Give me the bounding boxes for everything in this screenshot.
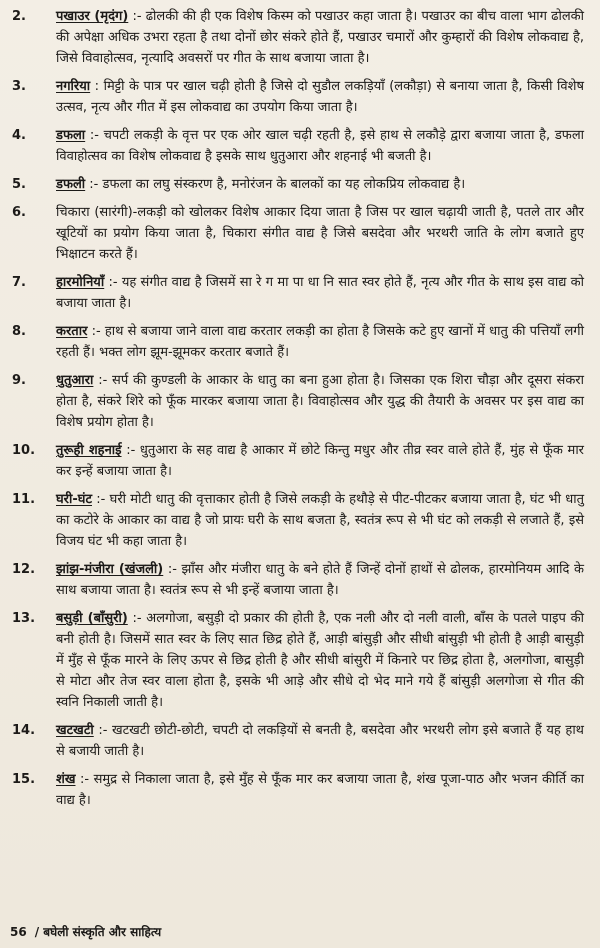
item-text — [56, 202, 600, 265]
item-number: 6. — [12, 205, 26, 220]
list-item — [0, 440, 600, 482]
item-text — [56, 76, 600, 118]
item-description: :- समुद्र से निकाला जाता है, इसे मुँह से फूँक मार कर बजाया जाता है, शंख पूजा-पाठ और भजन कीर्ति का वाद्य है। — [56, 772, 584, 808]
item-term: खटखटी — [56, 723, 94, 738]
item-term: डफला — [56, 128, 86, 143]
list-item — [0, 272, 600, 314]
item-text — [56, 321, 600, 363]
item-term: करतार — [56, 324, 88, 339]
item-number: 8. — [12, 324, 26, 339]
item-description: :- घरी मोटी धातु की वृत्ताकार होती है जिसे लकड़ी के हथौड़े से पीट-पीटकर बजाया जाता है, घंट भी धातु का कटोरे के आकार का वाद्य है जो प्रायः घरी के साथ बजता है, स्वतंत्र रूप से भी घंट को लकड़ी से लजाते हैं, इसे विजय घंट भी कहा जाता है। — [56, 492, 584, 549]
item-text — [56, 272, 600, 314]
item-number: 7. — [12, 275, 26, 290]
list-item — [0, 370, 600, 433]
page-number: 56 — [10, 925, 27, 939]
item-number: 4. — [12, 128, 26, 143]
item-text — [56, 608, 600, 713]
item-text — [56, 6, 600, 69]
item-term: शंख — [56, 772, 76, 787]
instrument-list — [0, 6, 600, 818]
list-item — [0, 720, 600, 762]
item-text — [56, 440, 600, 482]
list-item — [0, 608, 600, 713]
list-item — [0, 769, 600, 811]
item-number: 12. — [12, 562, 36, 577]
item-description: :- ढोलकी की ही एक विशेष किस्म को पखाउर कहा जाता है। पखाउर का बीच वाला भाग ढोलकी की अपेक्षा अधिक उभरा रहता है तथा दोनों छोर संकरे होते हैं, पखाउर चमारों और कुम्हारों की विशेष लोकवाद्य है, जिसे विवाहोत्सव, नृत्यादि अवसरों पर गीत के साथ बजाया जाता है। — [56, 9, 584, 66]
list-item — [0, 559, 600, 601]
item-description: :- खटखटी छोटी-छोटी, चपटी दो लकड़ियों से बनती है, बसदेवा और भरथरी लोग इसे बजाते हैं यह हाथ से बजायी जाती है। — [56, 723, 584, 759]
item-description: :- झाँस और मंजीरा धातु के बने होते हैं जिन्हें दोनों हाथों से ढोलक, हारमोनियम आदि के साथ बजाया जाता है। स्वतंत्र रूप से भी इन्हें बजाया जाता है। — [56, 562, 584, 598]
item-number: 10. — [12, 443, 36, 458]
list-item — [0, 321, 600, 363]
item-number: 13. — [12, 611, 36, 626]
item-description: :- अलगोजा, बसुड़ी दो प्रकार की होती है, एक नली और दो नली वाली, बाँस के पतले पाइप की बनी होती है। जिसमें सात स्वर के लिए सात छिद्र होते हैं, आड़ी बांसुड़ी और सीधी बांसुड़ी भी होती है आड़ी बासुड़ी में मुँह से फूँक मारने के लिए ऊपर से छिद्र होती है और सीधी बांसुरी में किनारे पर छिद्र होता है, अलगोजा, बासुड़ी से मोटा और तेज स्वर वाला होता है, इसके भी आड़े और सीधे दो भेद माने गये हैं बांसुड़ी अलगोजा से गीत की स्वनि निकाली जाती है। — [56, 611, 584, 710]
item-term: झांझ-मंजीरा (खंजली) — [56, 562, 164, 577]
list-item — [0, 174, 600, 195]
item-number: 14. — [12, 723, 36, 738]
item-description: :- डफला का लघु संस्करण है, मनोरंजन के बालकों का यह लोकप्रिय लोकवाद्य है। — [85, 177, 466, 192]
item-term: डफली — [56, 177, 86, 192]
item-number: 9. — [12, 373, 26, 388]
item-term: बसुड़ी (बाँसुरी) — [56, 611, 128, 626]
item-text — [56, 370, 600, 433]
item-number: 15. — [12, 772, 36, 787]
item-term: पखाउर (मृदंग) — [56, 9, 129, 24]
item-term: घरी-घंट — [56, 492, 92, 507]
list-item — [0, 6, 600, 69]
item-term: धुतुआरा — [56, 373, 94, 388]
item-text — [56, 174, 600, 195]
item-number: 5. — [12, 177, 26, 192]
item-term: तुरूही शहनाई — [56, 443, 122, 458]
item-description: :- चपटी लकड़ी के वृत्त पर एक ओर खाल चढ़ी रहती है, इसे हाथ से लकौड़े द्वारा बजाया जाता है, डफला विवाहोत्सव का विशेष लोकवाद्य है इसके साथ धुतुआरा और शहनाई भी बजती है। — [56, 128, 584, 164]
item-text — [56, 769, 600, 811]
item-description: :- हाथ से बजाया जाने वाला वाद्य करतार लकड़ी का होता है जिसके कटे हुए खानों में धातु की पत्तियाँ लगी रहती हैं। भक्त लोग झूम-झूमकर करतार बजाते हैं। — [56, 324, 584, 360]
item-text — [56, 489, 600, 552]
item-text — [56, 720, 600, 762]
page-footer — [10, 923, 161, 940]
item-term: हारमोनियाँ — [56, 275, 105, 290]
item-text — [56, 559, 600, 601]
item-text — [56, 125, 600, 167]
item-number: 3. — [12, 79, 26, 94]
item-description: :- यह संगीत वाद्य है जिसमें सा रे ग मा पा धा नि सात स्वर होते हैं, नृत्य और गीत के साथ इस वाद्य को बजाया जाता है। — [56, 275, 584, 311]
item-description: :- धुतुआरा के सह वाद्य है आकार में छोटे किन्तु मधुर और तीव्र स्वर वाले होते हैं, मुंह से फूँक मार कर इन्हें बजाया जाता है। — [56, 443, 585, 479]
item-term: नगरिया — [56, 79, 91, 94]
item-description: चिकारा (सारंगी)-लकड़ी को खोलकर विशेष आकार दिया जाता है जिस पर खाल चढ़ायी जाती है, पतले तार और खूटियों का प्रयोग किया जाता है, चिकारा संगीत वाद्य है जिसे बसदेवा और भरथरी जाति के लोग बजाते हुए भिक्षाटन करते हैं। — [56, 205, 584, 262]
item-number: 2. — [12, 9, 26, 24]
list-item — [0, 76, 600, 118]
list-item — [0, 125, 600, 167]
item-description: :- सर्प की कुण्डली के आकार के धातु का बना हुआ होता है। जिसका एक शिरा चौड़ा और दूसरा संकरा होता है, संकरे शिरे को फूँक मारकर बजाया जाता है। विवाहोत्सव और युद्ध की तैयारी के अवसर पर इस वाद्य का विशेष प्रयोग होता है। — [56, 373, 584, 430]
item-number: 11. — [12, 492, 36, 507]
list-item — [0, 489, 600, 552]
list-item — [0, 202, 600, 265]
item-description: : मिट्टी के पात्र पर खाल चढ़ी होती है जिसे दो सुडौल लकड़ियाँ (लकौड़ा) से बनाया जाता है, किसी विशेष उत्सव, नृत्य और गीत में इस लोकवाद्य का उपयोग किया जाता है। — [56, 79, 584, 115]
book-title: / बघेली संस्कृति और साहित्य — [34, 925, 162, 939]
